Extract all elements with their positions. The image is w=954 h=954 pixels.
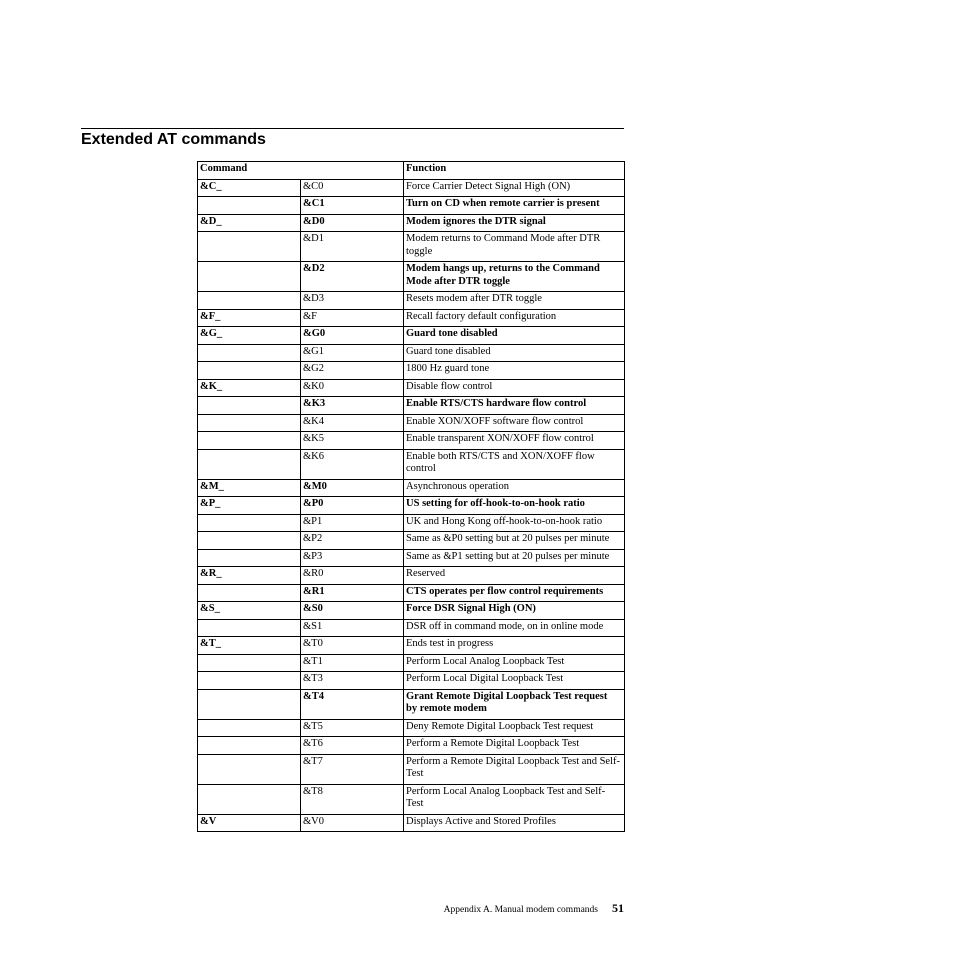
table-row	[198, 414, 625, 432]
table-header-row	[198, 162, 625, 180]
command-group-cell	[198, 689, 301, 719]
table-row	[198, 327, 625, 345]
command-group-cell	[198, 754, 301, 784]
table-row	[198, 719, 625, 737]
command-group-cell	[198, 784, 301, 814]
table-row	[198, 549, 625, 567]
command-group-cell	[198, 292, 301, 310]
command-cell: &P0	[301, 497, 404, 515]
command-group-cell	[198, 414, 301, 432]
command-cell: &T7	[301, 754, 404, 784]
command-group-cell: &R_	[198, 567, 301, 585]
command-group-cell	[198, 654, 301, 672]
command-group-cell	[198, 449, 301, 479]
function-cell: Enable both RTS/CTS and XON/XOFF flow control	[404, 449, 625, 479]
table-row	[198, 479, 625, 497]
function-cell: Grant Remote Digital Loopback Test request by remote modem	[404, 689, 625, 719]
command-cell: &P2	[301, 532, 404, 550]
command-group-cell: &K_	[198, 379, 301, 397]
header-command: Command	[198, 162, 404, 180]
table-row	[198, 432, 625, 450]
function-cell: Displays Active and Stored Profiles	[404, 814, 625, 832]
function-cell: 1800 Hz guard tone	[404, 362, 625, 380]
function-cell: DSR off in command mode, on in online mode	[404, 619, 625, 637]
table-row	[198, 784, 625, 814]
table-row	[198, 397, 625, 415]
command-cell: &D1	[301, 232, 404, 262]
function-cell: Modem ignores the DTR signal	[404, 214, 625, 232]
function-cell: Guard tone disabled	[404, 344, 625, 362]
command-cell: &G0	[301, 327, 404, 345]
command-cell: &S1	[301, 619, 404, 637]
command-cell: &G1	[301, 344, 404, 362]
command-group-cell	[198, 549, 301, 567]
command-group-cell	[198, 719, 301, 737]
table-row	[198, 737, 625, 755]
table-row	[198, 814, 625, 832]
function-cell: Turn on CD when remote carrier is present	[404, 197, 625, 215]
function-cell: US setting for off-hook-to-on-hook ratio	[404, 497, 625, 515]
command-group-cell	[198, 672, 301, 690]
table-row	[198, 584, 625, 602]
command-cell: &T4	[301, 689, 404, 719]
command-cell: &M0	[301, 479, 404, 497]
table-row	[198, 619, 625, 637]
function-cell: Resets modem after DTR toggle	[404, 292, 625, 310]
function-cell: Disable flow control	[404, 379, 625, 397]
function-cell: Enable XON/XOFF software flow control	[404, 414, 625, 432]
command-group-cell: &M_	[198, 479, 301, 497]
command-group-cell	[198, 232, 301, 262]
footer-text: Appendix A. Manual modem commands	[443, 905, 598, 915]
function-cell: Perform a Remote Digital Loopback Test	[404, 737, 625, 755]
function-cell: Reserved	[404, 567, 625, 585]
command-group-cell	[198, 432, 301, 450]
command-cell: &C1	[301, 197, 404, 215]
command-group-cell: &F_	[198, 309, 301, 327]
table-row	[198, 309, 625, 327]
table-row	[198, 232, 625, 262]
command-cell: &T6	[301, 737, 404, 755]
table-row	[198, 344, 625, 362]
table-row	[198, 637, 625, 655]
command-cell: &G2	[301, 362, 404, 380]
function-cell: Asynchronous operation	[404, 479, 625, 497]
command-cell: &R1	[301, 584, 404, 602]
command-group-cell: &C_	[198, 179, 301, 197]
command-group-cell: &G_	[198, 327, 301, 345]
command-cell: &P3	[301, 549, 404, 567]
command-cell: &F	[301, 309, 404, 327]
table-row	[198, 754, 625, 784]
function-cell: Force Carrier Detect Signal High (ON)	[404, 179, 625, 197]
command-group-cell	[198, 197, 301, 215]
table-row	[198, 497, 625, 515]
table-row	[198, 362, 625, 380]
function-cell: Guard tone disabled	[404, 327, 625, 345]
function-cell: Perform Local Analog Loopback Test	[404, 654, 625, 672]
function-cell: Same as &P0 setting but at 20 pulses per minute	[404, 532, 625, 550]
table-row	[198, 449, 625, 479]
command-group-cell	[198, 514, 301, 532]
command-cell: &K3	[301, 397, 404, 415]
function-cell: Perform Local Digital Loopback Test	[404, 672, 625, 690]
command-cell: &S0	[301, 602, 404, 620]
command-group-cell: &T_	[198, 637, 301, 655]
command-cell: &T5	[301, 719, 404, 737]
table-body	[198, 179, 625, 832]
function-cell: Enable RTS/CTS hardware flow control	[404, 397, 625, 415]
command-cell: &T0	[301, 637, 404, 655]
command-group-cell: &S_	[198, 602, 301, 620]
function-cell: UK and Hong Kong off-hook-to-on-hook ratio	[404, 514, 625, 532]
command-cell: &R0	[301, 567, 404, 585]
command-cell: &T8	[301, 784, 404, 814]
command-group-cell	[198, 344, 301, 362]
command-group-cell	[198, 532, 301, 550]
command-cell: &K4	[301, 414, 404, 432]
table-row	[198, 689, 625, 719]
command-group-cell	[198, 262, 301, 292]
table-row	[198, 602, 625, 620]
table-row	[198, 567, 625, 585]
function-cell: Same as &P1 setting but at 20 pulses per minute	[404, 549, 625, 567]
command-cell: &V0	[301, 814, 404, 832]
command-group-cell	[198, 619, 301, 637]
command-cell: &K6	[301, 449, 404, 479]
function-cell: Force DSR Signal High (ON)	[404, 602, 625, 620]
page-number: 51	[612, 901, 624, 915]
function-cell: Perform a Remote Digital Loopback Test and Self-Test	[404, 754, 625, 784]
function-cell: CTS operates per flow control requirements	[404, 584, 625, 602]
command-group-cell: &V	[198, 814, 301, 832]
function-cell: Deny Remote Digital Loopback Test request	[404, 719, 625, 737]
command-group-cell: &P_	[198, 497, 301, 515]
table-row	[198, 514, 625, 532]
extended-at-commands-table	[197, 161, 625, 832]
table-row	[198, 532, 625, 550]
table-row	[198, 179, 625, 197]
table-row	[198, 379, 625, 397]
header-function: Function	[404, 162, 625, 180]
table-row	[198, 672, 625, 690]
command-cell: &T3	[301, 672, 404, 690]
command-cell: &P1	[301, 514, 404, 532]
command-cell: &C0	[301, 179, 404, 197]
function-cell: Ends test in progress	[404, 637, 625, 655]
command-group-cell	[198, 737, 301, 755]
command-cell: &K0	[301, 379, 404, 397]
function-cell: Recall factory default configuration	[404, 309, 625, 327]
table-row	[198, 214, 625, 232]
function-cell: Modem hangs up, returns to the Command Mode after DTR toggle	[404, 262, 625, 292]
command-cell: &T1	[301, 654, 404, 672]
command-group-cell	[198, 397, 301, 415]
command-group-cell	[198, 362, 301, 380]
table-row	[198, 197, 625, 215]
function-cell: Enable transparent XON/XOFF flow control	[404, 432, 625, 450]
command-cell: &K5	[301, 432, 404, 450]
command-cell: &D3	[301, 292, 404, 310]
table-row	[198, 292, 625, 310]
function-cell: Modem returns to Command Mode after DTR toggle	[404, 232, 625, 262]
command-cell: &D0	[301, 214, 404, 232]
command-group-cell: &D_	[198, 214, 301, 232]
page-footer	[431, 901, 624, 916]
table-row	[198, 262, 625, 292]
command-cell: &D2	[301, 262, 404, 292]
command-group-cell	[198, 584, 301, 602]
section-title: Extended AT commands	[81, 131, 266, 148]
function-cell: Perform Local Analog Loopback Test and Self-Test	[404, 784, 625, 814]
table-row	[198, 654, 625, 672]
